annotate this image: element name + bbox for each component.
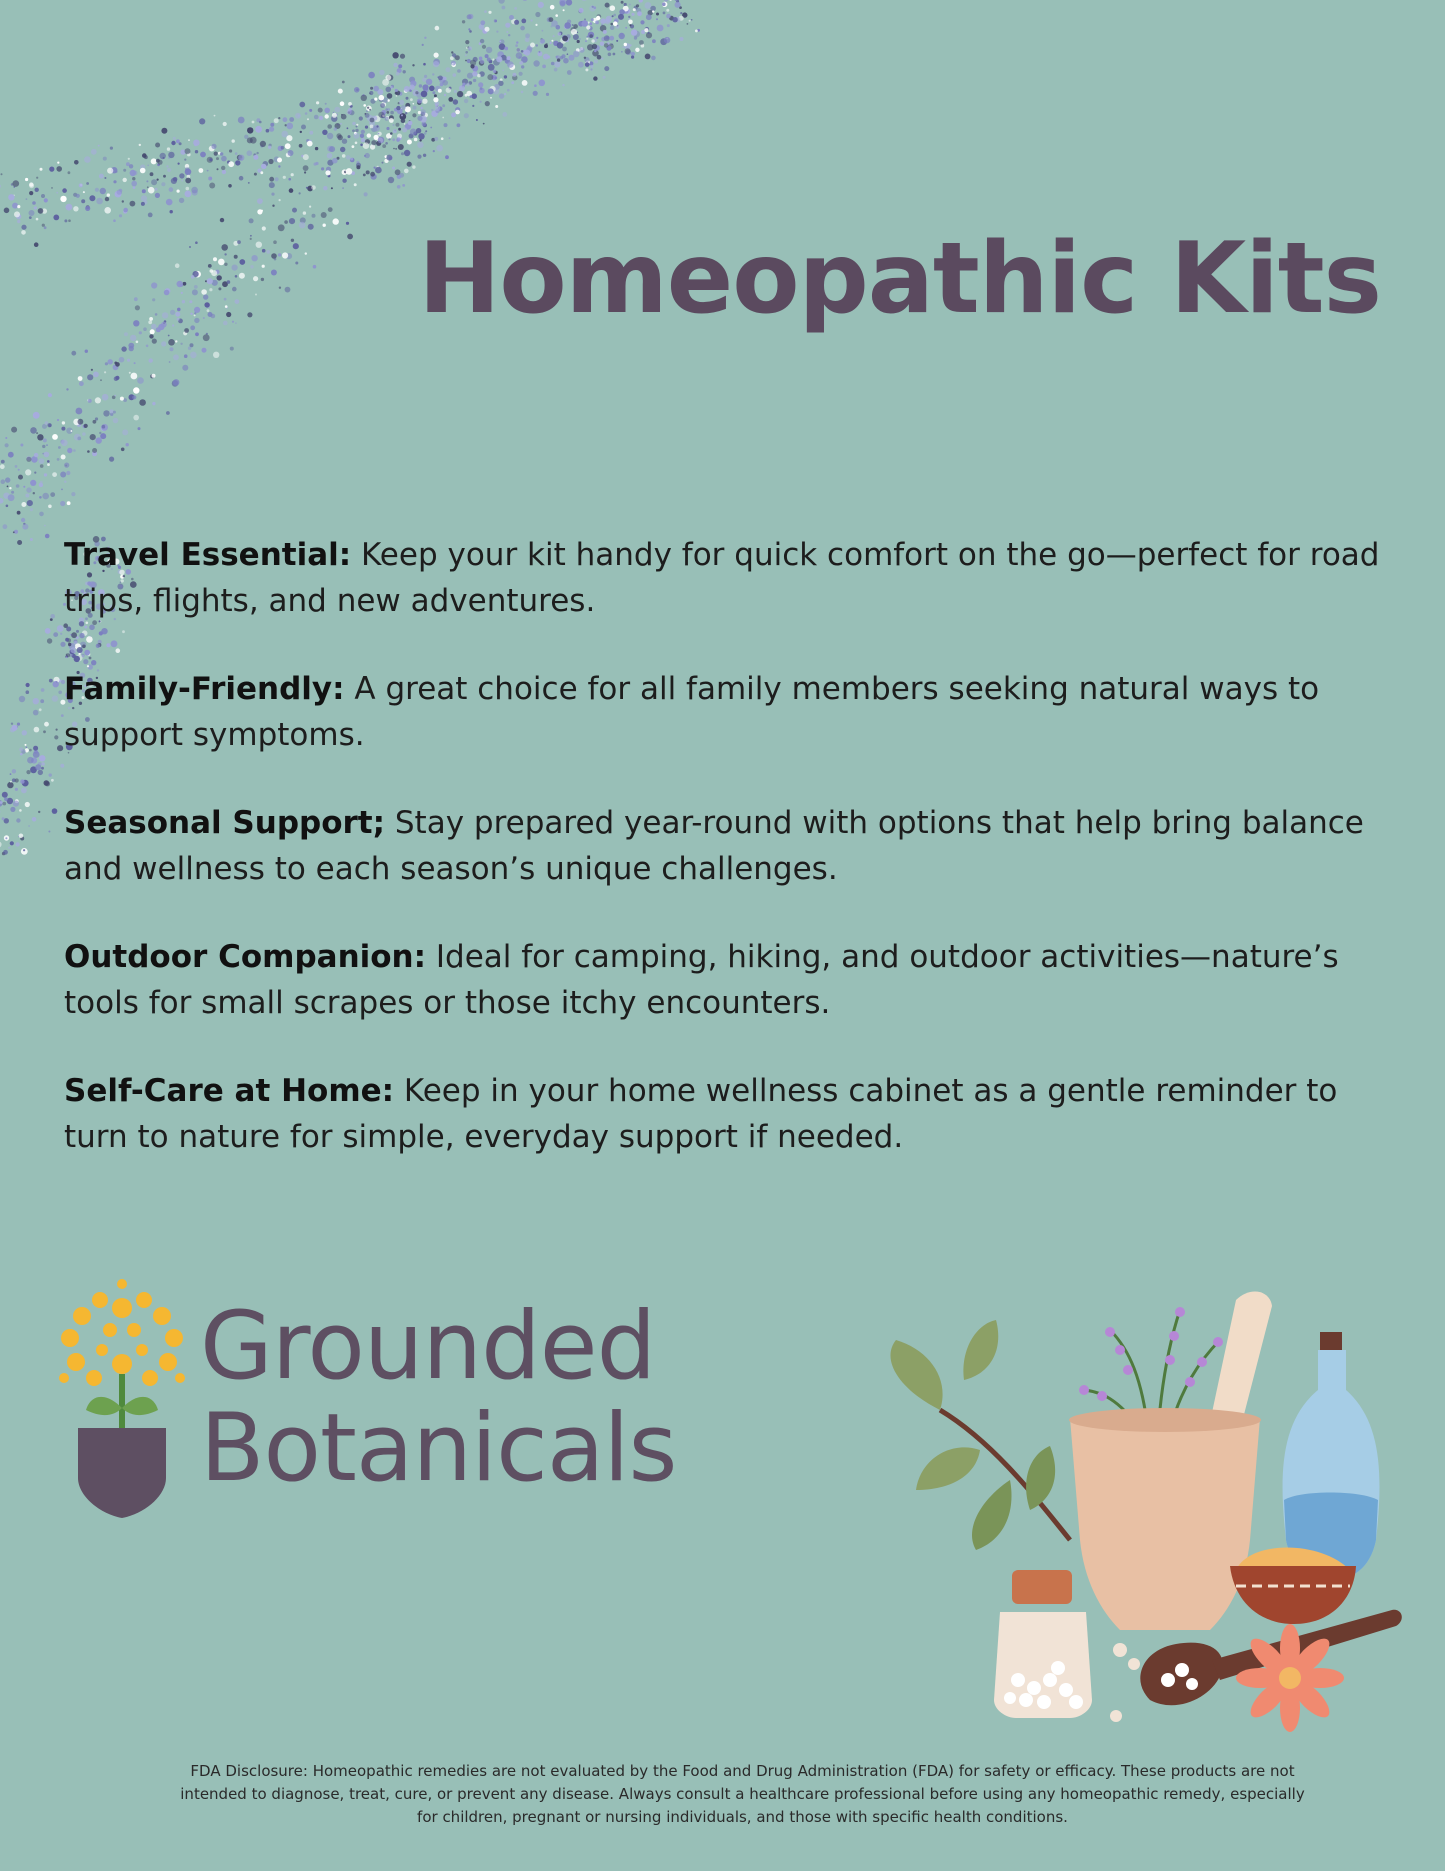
feature-heading: Seasonal Support; [64, 805, 386, 841]
feature-text: A great choice for all family members seeking natural ways to support symptoms. [64, 671, 1320, 753]
feature-text: Keep your kit handy for quick comfort on the go—perfect for road trips, flights, and new adventures. [64, 537, 1380, 619]
page-title: Homeopathic Kits [418, 222, 1381, 336]
feature-heading: Family-Friendly: [64, 671, 345, 707]
mortar-pestle-herbs-illustration [880, 1240, 1420, 1740]
feature-heading: Self-Care at Home: [64, 1073, 395, 1109]
feature-heading: Travel Essential: [64, 537, 352, 573]
brand-name-line-1: Grounded [200, 1292, 656, 1401]
feature-text: Ideal for camping, hiking, and outdoor activities—nature’s tools for small scrapes or those itchy encounters. [64, 939, 1339, 1021]
feature-outdoor-companion [64, 934, 1394, 1026]
feature-seasonal-support [64, 800, 1394, 892]
feature-text: Stay prepared year-round with options that help bring balance and wellness to each season’s unique challenges. [64, 805, 1364, 887]
feature-heading: Outdoor Companion: [64, 939, 427, 975]
feature-travel-essential [64, 532, 1394, 624]
feature-text: Keep in your home wellness cabinet as a gentle reminder to turn to nature for simple, everyday support if needed. [64, 1073, 1338, 1155]
flower-shovel-logo-icon [52, 1278, 192, 1518]
brand-name-line-2: Botanicals [200, 1394, 677, 1503]
feature-self-care-at-home [64, 1068, 1394, 1160]
fda-disclosure: FDA Disclosure: Homeopathic remedies are not evaluated by the Food and Drug Administration (FDA) for safety or efficacy. These products are not intended to diagnose, treat, cure, or prevent any disease. Always consult a healthcare professional before using any homeopathic remedy, especially for children, pregnant or nursing individuals, and those with specific health conditions. [180, 1762, 1305, 1826]
feature-list [64, 532, 1394, 1202]
brand-logo [52, 1278, 712, 1518]
feature-family-friendly [64, 666, 1394, 758]
